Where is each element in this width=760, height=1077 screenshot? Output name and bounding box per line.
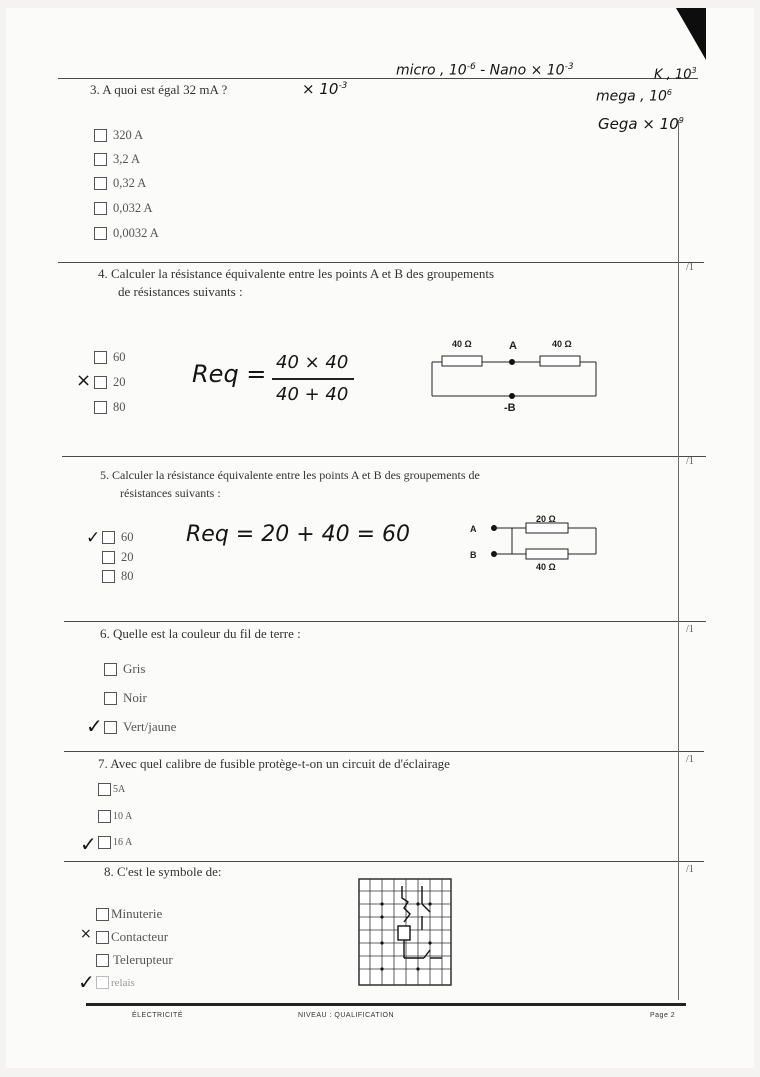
q3-option-5[interactable]: 0,0032 A	[94, 226, 159, 241]
checkbox[interactable]	[96, 954, 109, 967]
rule-top	[58, 78, 698, 79]
q5-option-3[interactable]: 80	[102, 569, 134, 584]
q5-point-b: B	[470, 550, 477, 560]
checkbox[interactable]	[96, 908, 109, 921]
checkbox[interactable]	[94, 153, 107, 166]
checkbox[interactable]	[96, 931, 109, 944]
footer-left: ÉLECTRICITÉ	[132, 1012, 184, 1019]
q4-fraction-bar	[272, 378, 354, 380]
q3-option-1[interactable]: 320 A	[94, 128, 143, 143]
corner-fold	[676, 8, 708, 62]
q8-option-4[interactable]: relais	[96, 976, 135, 989]
q8-option-2[interactable]: Contacteur	[96, 929, 168, 945]
q6-mark-check: ✓	[86, 714, 103, 738]
checkbox[interactable]	[98, 783, 111, 796]
q8-option-1[interactable]: Minuterie	[96, 906, 162, 922]
q5-r2-label: 40 Ω	[536, 562, 556, 572]
checkbox[interactable]	[104, 663, 117, 676]
q4-r2-label: 40 Ω	[552, 339, 572, 349]
checkbox[interactable]	[102, 531, 115, 544]
q5-req: Req = 20 + 40 = 60	[186, 522, 411, 547]
q5-r1-label: 20 Ω	[536, 514, 556, 524]
q7-option-3[interactable]: 16 A	[98, 836, 132, 849]
q5-point-a: A	[470, 524, 477, 534]
footer-right: Page 2	[650, 1012, 676, 1019]
q5-mark-check: ✓	[86, 528, 101, 548]
q3-note-kilo: K , $10^3$	[654, 66, 697, 83]
q7-option-2[interactable]: 10 A	[98, 810, 132, 823]
q8-text: 8. C'est le symbole de:	[104, 864, 222, 879]
checkbox[interactable]	[94, 202, 107, 215]
q6-option-1[interactable]: Gris	[104, 661, 145, 677]
q4-r1-label: 40 Ω	[452, 339, 472, 349]
q4-req-label: Req =	[192, 360, 267, 388]
rule-q7	[64, 751, 704, 752]
q8-score: /1	[686, 864, 694, 875]
q3-option-2[interactable]: 3,2 A	[94, 152, 140, 167]
checkbox[interactable]	[98, 836, 111, 849]
q3-note-micro: micro , $10^{-6}$ - Nano × $10^{-3}$	[396, 62, 574, 79]
q8-relay-symbol-grid	[358, 878, 452, 986]
q3-note-giga: Gega × $10^9$	[598, 115, 684, 133]
q4-text-line2: de résistances suivants :	[118, 284, 243, 299]
q4-point-a: A	[509, 340, 517, 352]
q4-numerator: 40 × 40	[276, 352, 349, 373]
q4-score: /1	[686, 262, 694, 273]
q4-option-3[interactable]: 80	[94, 400, 126, 415]
q5-text-line2: résistances suivants :	[120, 486, 221, 500]
q4-option-2[interactable]: 20	[94, 375, 126, 390]
q5-text-line1: 5. Calculer la résistance équivalente entre les points A et B des groupements de	[100, 468, 480, 482]
checkbox[interactable]	[94, 129, 107, 142]
q6-option-2[interactable]: Noir	[104, 690, 147, 706]
rule-q5	[62, 456, 706, 457]
q6-text: 6. Quelle est la couleur du fil de terre :	[100, 626, 301, 641]
q8-mark-x: ×	[80, 926, 92, 942]
q6-score: /1	[686, 624, 694, 635]
q3-note-mult: × $10^{-3}$	[302, 80, 348, 98]
q7-option-1[interactable]: 5A	[98, 783, 125, 796]
checkbox[interactable]	[94, 177, 107, 190]
q4-text-line1: 4. Calculer la résistance équivalente entre les points A et B des groupements	[98, 266, 495, 281]
q7-score: /1	[686, 754, 694, 765]
q4-point-b: -B	[504, 402, 516, 414]
q5-option-2[interactable]: 20	[102, 550, 134, 565]
checkbox[interactable]	[96, 976, 109, 989]
rule-q8	[64, 861, 704, 862]
q3-option-3[interactable]: 0,32 A	[94, 176, 146, 191]
footer-center: NIVEAU : QUALIFICATION	[298, 1012, 395, 1019]
right-column-line	[678, 120, 679, 1000]
checkbox[interactable]	[94, 227, 107, 240]
q7-mark-check: ✓	[80, 832, 97, 856]
rule-q4	[58, 262, 704, 263]
q8-option-3[interactable]: Telerupteur	[96, 952, 173, 968]
checkbox[interactable]	[94, 401, 107, 414]
q3-note-mega: mega , $10^6$	[596, 88, 672, 105]
rule-bottom	[86, 1003, 686, 1006]
checkbox[interactable]	[102, 570, 115, 583]
q3-text: 3. A quoi est égal 32 mA ?	[90, 82, 228, 97]
checkbox[interactable]	[94, 376, 107, 389]
q4-denominator: 40 + 40	[276, 384, 349, 405]
q6-option-3[interactable]: Vert/jaune	[104, 719, 176, 735]
q4-option-1[interactable]: 60	[94, 350, 126, 365]
rule-q6	[64, 621, 706, 622]
checkbox[interactable]	[102, 551, 115, 564]
q8-mark-check: ✓	[78, 970, 95, 994]
checkbox[interactable]	[98, 810, 111, 823]
q3-option-4[interactable]: 0,032 A	[94, 201, 153, 216]
q5-option-1[interactable]: 60	[102, 530, 134, 545]
q7-text: 7. Avec quel calibre de fusible protège-t-on un circuit de d'éclairage	[98, 756, 450, 771]
q5-score: /1	[686, 456, 694, 467]
checkbox[interactable]	[94, 351, 107, 364]
checkbox[interactable]	[104, 692, 117, 705]
checkbox[interactable]	[104, 721, 117, 734]
q4-mark-x: ×	[76, 370, 92, 391]
